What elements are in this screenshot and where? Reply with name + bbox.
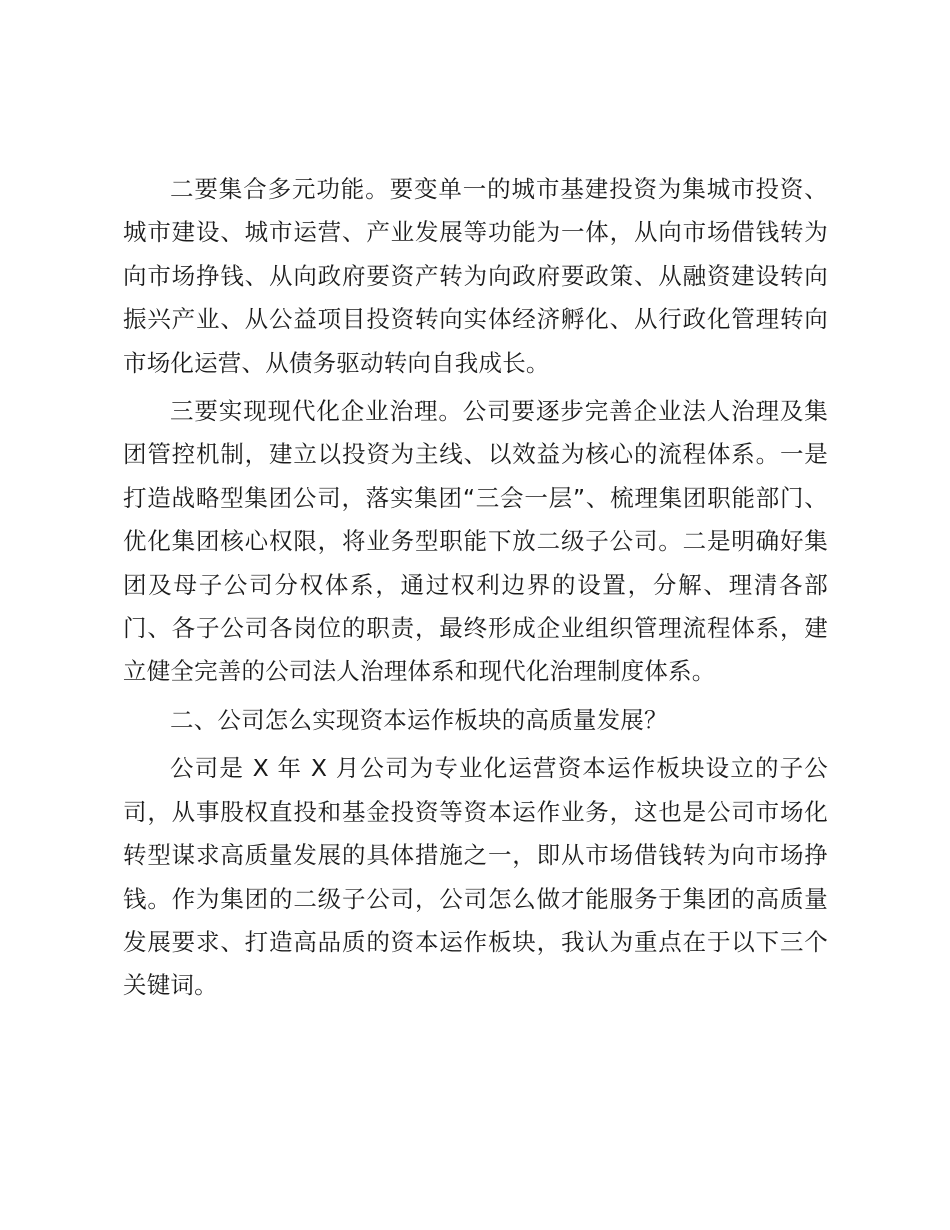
- document-body: [123, 168, 828, 1013]
- paragraph-modern-governance: 三要实现现代化企业治理。公司要逐步完善企业法人治理及集团管控机制，建立以投资为主线、以效益为核心的流程体系。一是打造战略型集团公司，落实集团“三会一层”、梳理集团职能部门、优化集团核心权限，将业务型职能下放二级子公司。二是明确好集团及母子公司分权体系，通过权利边界的设置，分解、理清各部门、各子公司各岗位的职责，最终形成企业组织管理流程体系，建立健全完善的公司法人治理体系和现代化治理制度体系。: [123, 397, 828, 686]
- paragraph-multi-function: 二要集合多元功能。要变单一的城市基建投资为集城市投资、城市建设、城市运营、产业发展等功能为一体，从向市场借钱转为向市场挣钱、从向政府要资产转为向政府要政策、从融资建设转向振兴产业、从公益项目投资转向实体经济孵化、从行政化管理转向市场化运营、从债务驱动转向自我成长。: [123, 175, 828, 377]
- paragraph-company-intro: 公司是 X 年 X 月公司为专业化运营资本运作板块设立的子公司，从事股权直投和基金投资等资本运作业务，这也是公司市场化转型谋求高质量发展的具体措施之一，即从市场借钱转为向市场挣钱。作为集团的二级子公司，公司怎么做才能服务于集团的高质量发展要求、打造高品质的资本运作板块，我认为重点在于以下三个关键词。: [123, 754, 828, 1000]
- section-heading-capital-operation: 二、公司怎么实现资本运作板块的高质量发展？: [170, 705, 668, 734]
